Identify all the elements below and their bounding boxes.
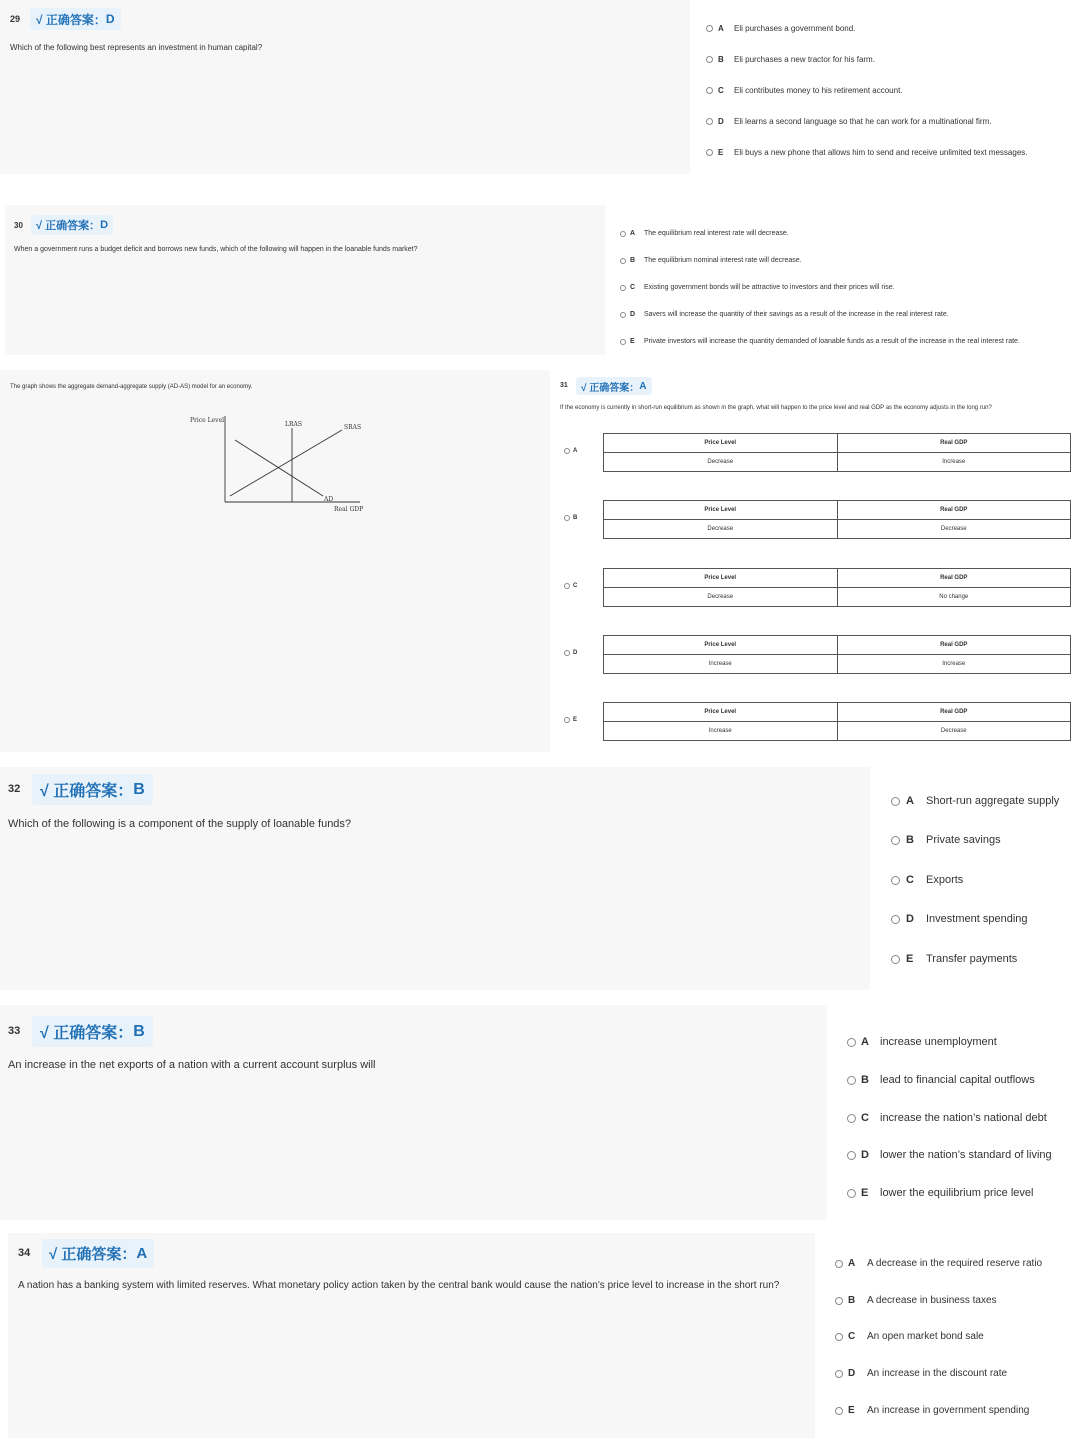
option-text: Transfer payments	[926, 953, 1018, 965]
radio-icon[interactable]	[891, 876, 900, 885]
radio-icon[interactable]	[564, 717, 570, 723]
header-price-level: Price Level	[604, 569, 838, 588]
option-b[interactable]	[891, 834, 1001, 846]
radio-icon[interactable]	[706, 149, 713, 156]
header-price-level: Price Level	[604, 434, 838, 453]
sras-curve	[230, 430, 342, 496]
option-letter: E	[848, 1405, 855, 1416]
option-text: Investment spending	[926, 913, 1028, 925]
header-real-gdp: Real GDP	[837, 434, 1071, 453]
radio-icon[interactable]	[564, 448, 570, 454]
option-letter: C	[718, 86, 724, 95]
radio-icon[interactable]	[835, 1260, 843, 1268]
option-letter: A	[630, 230, 636, 237]
option-letter: D	[906, 913, 914, 925]
ad-as-graph	[180, 410, 380, 520]
question-text: When a government runs a budget deficit and borrows new funds, which of the following will happen in the loanable funds market?	[14, 246, 418, 253]
question-text: If the economy is currently in short-run equilibrium as shown in the graph, what will happen to the price level and real GDP as the economy adjusts in the long run?	[560, 405, 992, 411]
option-a-table	[603, 433, 1071, 472]
option-e[interactable]	[706, 148, 1028, 157]
option-letter: B	[906, 834, 914, 846]
option-a[interactable]	[706, 24, 855, 33]
option-c[interactable]	[891, 874, 963, 886]
radio-icon[interactable]	[706, 87, 713, 94]
answer-letter: A	[639, 380, 647, 392]
option-c[interactable]	[847, 1112, 1047, 1124]
ad-curve	[235, 440, 323, 496]
radio-icon[interactable]	[706, 118, 713, 125]
option-letter: A	[718, 24, 724, 33]
option-a[interactable]	[847, 1036, 997, 1048]
correct-answer-badge	[32, 774, 153, 805]
correct-answer-badge	[576, 377, 652, 395]
radio-icon[interactable]	[835, 1407, 843, 1415]
option-text: Short-run aggregate supply	[926, 795, 1060, 807]
option-b[interactable]	[847, 1074, 1035, 1086]
option-text: The equilibrium nominal interest rate will decrease.	[644, 257, 802, 264]
option-c[interactable]	[706, 86, 903, 95]
cell-real-gdp: Decrease	[837, 520, 1071, 539]
option-letter: D	[573, 650, 578, 656]
lras-label: LRAS	[285, 421, 302, 428]
option-letter: B	[861, 1074, 869, 1086]
question-number: 29	[10, 14, 21, 24]
radio-icon[interactable]	[835, 1333, 843, 1341]
radio-icon[interactable]	[847, 1038, 856, 1047]
cell-price-level: Increase	[604, 655, 838, 674]
option-c[interactable]	[835, 1331, 984, 1342]
answer-prefix: √ 正确答案：	[40, 783, 134, 800]
option-text: Eli purchases a new tractor for his farm.	[734, 55, 875, 64]
option-text: lead to financial capital outflows	[880, 1074, 1035, 1086]
option-e-table	[603, 702, 1071, 741]
option-letter: A	[573, 448, 578, 454]
option-text: Eli learns a second language so that he can work for a multinational firm.	[734, 117, 992, 126]
correct-answer-badge	[30, 8, 121, 30]
question-number: 33	[8, 1025, 21, 1037]
radio-icon[interactable]	[891, 915, 900, 924]
option-text: Eli buys a new phone that allows him to send and receive unlimited text messages.	[734, 148, 1028, 157]
option-text: Existing government bonds will be attractive to investors and their prices will rise.	[644, 284, 895, 291]
x-axis-label: Real GDP	[334, 506, 364, 513]
option-letter: C	[861, 1112, 869, 1124]
option-text: An increase in government spending	[867, 1405, 1030, 1416]
option-e[interactable]	[620, 338, 1020, 345]
option-letter: A	[861, 1036, 869, 1048]
option-letter: E	[861, 1187, 869, 1199]
option-b[interactable]	[564, 515, 577, 521]
cell-price-level: Decrease	[604, 520, 838, 539]
radio-icon[interactable]	[847, 1189, 856, 1198]
radio-icon[interactable]	[564, 583, 570, 589]
option-letter: A	[848, 1258, 856, 1269]
question-text: A nation has a banking system with limited reserves. What monetary policy action taken by the central bank would cause the nation’s price level to increase in the short run?	[18, 1280, 780, 1291]
cell-real-gdp: Increase	[837, 453, 1071, 472]
option-e[interactable]	[847, 1187, 1033, 1199]
radio-icon[interactable]	[620, 231, 626, 237]
option-letter: C	[573, 583, 578, 589]
option-e[interactable]	[564, 717, 577, 723]
option-text: A decrease in the required reserve ratio	[867, 1258, 1043, 1269]
radio-icon[interactable]	[620, 339, 626, 345]
option-a[interactable]	[564, 448, 577, 454]
option-a[interactable]	[620, 230, 789, 237]
stimulus-text: The graph shows the aggregate demand-aggregate supply (AD-AS) model for an economy.	[10, 384, 253, 390]
correct-answer-badge	[32, 1016, 153, 1047]
y-axis-label: Price Level	[190, 417, 225, 424]
option-d[interactable]	[706, 117, 991, 126]
option-text: An increase in the discount rate	[867, 1368, 1008, 1379]
option-c[interactable]	[564, 583, 577, 589]
answer-prefix: √ 正确答案：	[581, 382, 640, 394]
question-31-panel	[552, 370, 1080, 752]
option-letter: B	[630, 257, 636, 264]
cell-price-level: Increase	[604, 722, 838, 741]
radio-icon[interactable]	[891, 955, 900, 964]
radio-icon[interactable]	[835, 1370, 843, 1378]
option-e[interactable]	[835, 1405, 1029, 1416]
option-letter: D	[630, 311, 636, 318]
answer-prefix: √ 正确答案：	[36, 220, 101, 232]
answer-letter: D	[100, 219, 109, 231]
cell-real-gdp: No change	[837, 588, 1071, 607]
radio-icon[interactable]	[891, 836, 900, 845]
radio-icon[interactable]	[706, 56, 713, 63]
option-text: lower the equilibrium price level	[880, 1187, 1034, 1199]
answer-letter: B	[133, 780, 145, 798]
answer-letter: A	[136, 1245, 148, 1262]
option-text: increase the nation’s national debt	[880, 1112, 1047, 1124]
option-text: Private savings	[926, 834, 1001, 846]
answer-prefix: √ 正确答案：	[36, 12, 106, 27]
radio-icon[interactable]	[847, 1076, 856, 1085]
option-c-table	[603, 568, 1071, 607]
radio-icon[interactable]	[564, 515, 570, 521]
option-letter: E	[630, 338, 635, 345]
cell-price-level: Decrease	[604, 453, 838, 472]
radio-icon[interactable]	[847, 1151, 856, 1160]
option-b[interactable]	[706, 55, 875, 64]
option-text: Private investors will increase the quantity demanded of loanable funds as a result of the increase in the real interest rate.	[644, 338, 1020, 345]
option-letter: E	[718, 148, 724, 157]
radio-icon[interactable]	[620, 258, 626, 264]
option-text: An open market bond sale	[867, 1331, 984, 1342]
answer-letter: D	[105, 12, 115, 26]
option-letter: D	[718, 117, 724, 126]
option-text: Exports	[926, 874, 964, 886]
question-number: 32	[8, 783, 21, 795]
header-real-gdp: Real GDP	[837, 636, 1071, 655]
option-b[interactable]	[620, 257, 802, 264]
question-number: 30	[14, 221, 23, 230]
option-letter: C	[848, 1331, 856, 1342]
radio-icon[interactable]	[891, 797, 900, 806]
radio-icon[interactable]	[835, 1297, 843, 1305]
option-d[interactable]	[847, 1149, 1052, 1161]
answer-prefix: √ 正确答案：	[40, 1025, 134, 1042]
header-real-gdp: Real GDP	[837, 501, 1071, 520]
option-b-table	[603, 500, 1071, 539]
option-d[interactable]	[564, 650, 577, 656]
option-d[interactable]	[891, 913, 1028, 925]
option-e[interactable]	[891, 953, 1017, 965]
option-text: A decrease in business taxes	[867, 1295, 997, 1306]
option-letter: B	[573, 515, 578, 521]
option-b[interactable]	[835, 1295, 997, 1306]
option-letter: D	[848, 1368, 856, 1379]
option-a[interactable]	[891, 795, 1059, 807]
ad-label: AD	[324, 496, 334, 503]
option-text: increase unemployment	[880, 1036, 997, 1048]
question-text: An increase in the net exports of a nation with a current account surplus will	[8, 1059, 376, 1071]
option-text: lower the nation’s standard of living	[880, 1149, 1052, 1161]
option-a[interactable]	[835, 1258, 1042, 1269]
option-text: Eli purchases a government bond.	[734, 24, 856, 33]
header-price-level: Price Level	[604, 501, 838, 520]
header-real-gdp: Real GDP	[837, 569, 1071, 588]
radio-icon[interactable]	[847, 1114, 856, 1123]
option-d[interactable]	[835, 1368, 1007, 1379]
option-letter: B	[848, 1295, 856, 1306]
cell-price-level: Decrease	[604, 588, 838, 607]
question-number: 31	[560, 382, 568, 389]
option-letter: A	[906, 795, 914, 807]
option-c[interactable]	[620, 284, 895, 291]
radio-icon[interactable]	[706, 25, 713, 32]
option-letter: B	[718, 55, 724, 64]
question-text: Which of the following best represents an investment in human capital?	[10, 43, 263, 52]
option-letter: E	[906, 953, 914, 965]
option-text: Savers will increase the quantity of their savings as a result of the increase in the real interest rate.	[644, 311, 949, 318]
option-letter: C	[906, 874, 914, 886]
radio-icon[interactable]	[564, 650, 570, 656]
option-letter: D	[861, 1149, 869, 1161]
correct-answer-badge	[42, 1239, 154, 1268]
option-d-table	[603, 635, 1071, 674]
question-number: 34	[18, 1247, 31, 1259]
cell-real-gdp: Increase	[837, 655, 1071, 674]
option-text: Eli contributes money to his retirement account.	[734, 86, 903, 95]
cell-real-gdp: Decrease	[837, 722, 1071, 741]
header-price-level: Price Level	[604, 703, 838, 722]
radio-icon[interactable]	[620, 285, 626, 291]
answer-letter: B	[133, 1022, 145, 1040]
answer-prefix: √ 正确答案：	[49, 1246, 137, 1263]
header-real-gdp: Real GDP	[837, 703, 1071, 722]
header-price-level: Price Level	[604, 636, 838, 655]
sras-label: SRAS	[344, 424, 362, 431]
question-text: Which of the following is a component of the supply of loanable funds?	[8, 818, 352, 830]
option-letter: C	[630, 284, 636, 291]
correct-answer-badge	[31, 215, 113, 235]
option-text: The equilibrium real interest rate will decrease.	[644, 230, 789, 237]
radio-icon[interactable]	[620, 312, 626, 318]
option-d[interactable]	[620, 311, 949, 318]
option-letter: E	[573, 717, 578, 723]
